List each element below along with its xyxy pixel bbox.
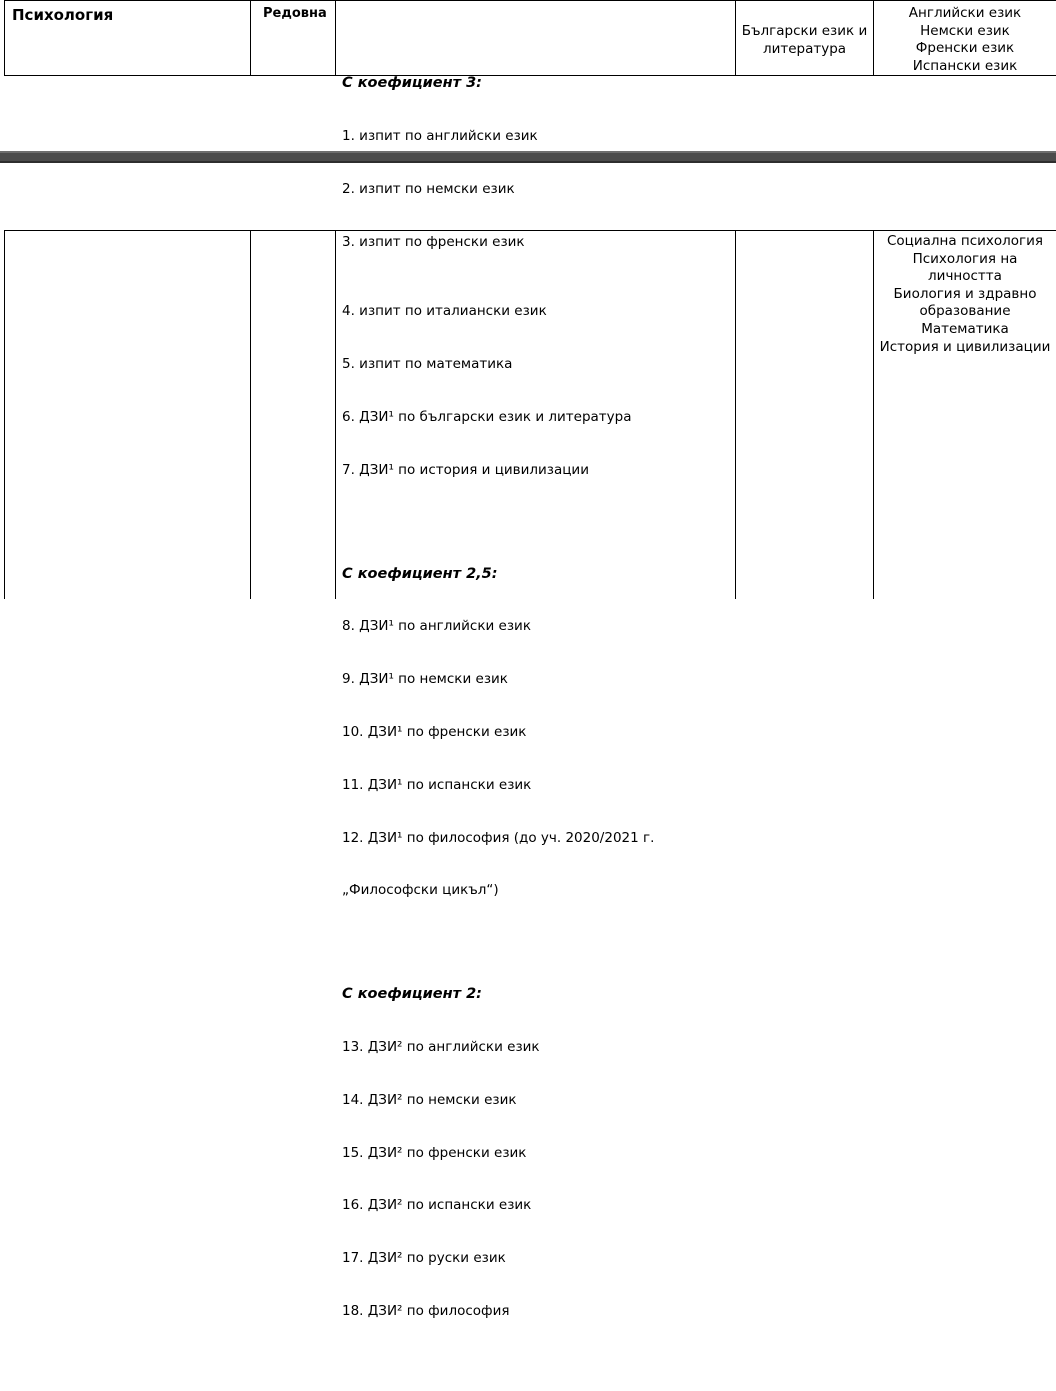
grid-line [250,230,251,599]
grid-line [335,0,336,76]
subject-name: Психология [12,6,114,24]
list-item: 16. ДЗИ² по испански език [342,1197,532,1214]
list-item: „Философски цикъл“) [342,882,499,899]
required-subject-line: Български език и [741,23,868,39]
list-item: 2. изпит по немски език [342,180,515,197]
list-item: Психология на [912,250,1018,267]
page-break-divider [0,151,1056,163]
list-item: 12. ДЗИ¹ по философия (до уч. 2020/2021 г. [342,829,655,846]
coefficient-heading: С коефициент 3: [342,75,482,92]
list-item: 1. изпит по английски език [342,128,538,145]
grid-line [4,0,5,76]
list-item: История и цивилизации [879,338,1051,355]
list-item: 11. ДЗИ¹ по испански език [342,776,532,793]
exam-list-continued [342,233,654,1391]
grid-line [4,0,1056,1]
list-item: образование [919,303,1011,320]
list-item: Немски език [920,22,1010,39]
list-item: 4. изпит по италиански език [342,303,547,320]
grid-line [4,230,5,599]
list-item: 14. ДЗИ² по немски език [342,1091,517,1108]
required-subject [736,23,873,58]
grid-line [4,230,1056,231]
list-item: 3. изпит по френски език [342,233,525,250]
list-item: Английски език [908,5,1022,21]
study-form: Редовна [263,6,327,21]
list-item: 17. ДЗИ² по руски език [342,1250,506,1267]
table-row-continued [0,230,1056,1320]
list-item: 10. ДЗИ¹ по френски език [342,724,527,741]
required-subject-line: литература [762,40,847,57]
grades-subjects-list [874,233,1056,356]
list-item: 9. ДЗИ¹ по немски език [342,671,508,688]
list-item: 15. ДЗИ² по френски език [342,1144,527,1161]
list-item: 7. ДЗИ¹ по история и цивилизации [342,461,589,478]
list-item: 8. ДЗИ¹ по английски език [342,618,531,635]
list-item: Социална психология [886,233,1044,249]
list-item: личността [928,268,1002,285]
list-item: 5. изпит по математика [342,356,513,373]
languages-list [874,5,1056,75]
list-item: Френски език [915,40,1015,57]
list-item: Испански език [912,57,1018,74]
list-item: Биология и здравно [893,285,1037,302]
list-item: 18. ДЗИ² по философия [342,1303,510,1320]
grid-line [735,230,736,599]
list-item: 6. ДЗИ¹ по български език и литература [342,408,632,425]
list-item: Математика [921,320,1009,337]
grid-line [335,230,336,599]
grid-line [250,0,251,76]
list-item: 13. ДЗИ² по английски език [342,1039,540,1056]
coefficient-heading: С коефициент 2: [342,986,482,1003]
coefficient-heading: С коефициент 2,5: [342,565,498,582]
